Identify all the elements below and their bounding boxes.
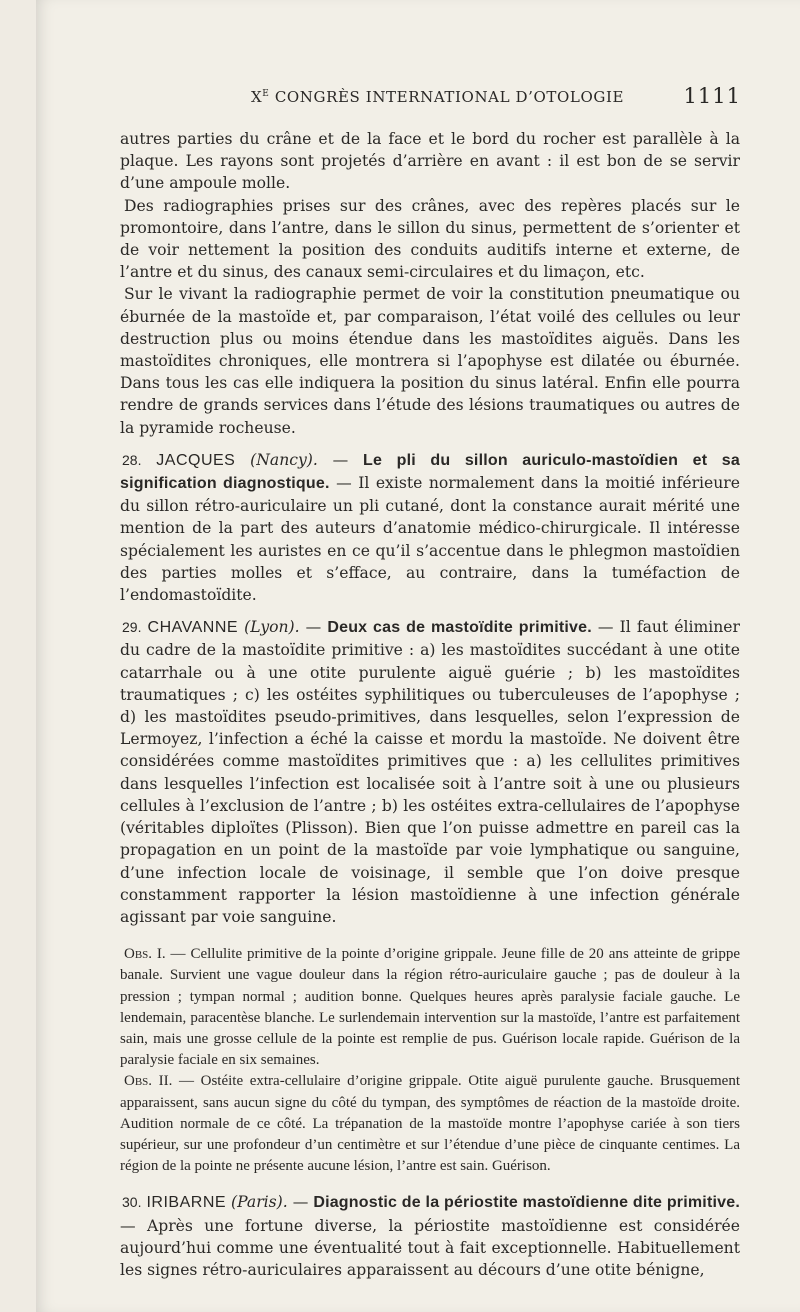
- observation-1-label: Obs. I.: [124, 946, 166, 963]
- entry-29-city: (Lyon).: [244, 618, 300, 637]
- entry-28-body: — Il existe normalement dans la moitié inférieure du sillon rétro-auriculaire un pli cutané, dont la constance aurait mérité une mention de la part des auteurs d’anatomie médico-chirurgicale. Il intéresse spécialement les auristes en ce qu’il s’accentue dans le phlegmon mastoïdien des parties molles et s’efface, au contraire, dans la tuméfaction de l’endomastoïdite.: [120, 474, 740, 605]
- entry-28-title: Le pli du sillon auriculo-mastoïdien et sa signification diagnostique.: [120, 451, 740, 493]
- entry-28-city: (Nancy).: [250, 450, 318, 469]
- intro-paragraph-2: Des radiographies prises sur des crânes, avec des repères placés sur le promontoire, dans l’antre, dans le sillon du sinus, permettent de s’orienter et de voir nettement la position des conduits auditifs interne et externe, de l’antre et du sinus, des canaux semi-circulaires et du limaçon, etc.: [120, 196, 740, 282]
- entry-28-dash: —: [317, 450, 364, 469]
- observation-2-text: — Ostéite extra-cellulaire d’origine grippale. Otite aiguë purulente gauche. Brusquement apparaissent, sans aucun signe du côté du tympan, des symptômes de réaction de la mastoïde droite. Audition normale de ce côté. La trépanation de la mastoïde montre l’apophyse cariée à son tiers supérieur, sur une profondeur d’un centimètre et sur l’étendue d’une pièce de cinquante centimes. La région de la pointe ne présente aucune lésion, l’antre est sain. Guérison.: [120, 1073, 741, 1175]
- entry-28-number: 28.: [122, 451, 142, 468]
- header-title-roman: X: [251, 88, 263, 106]
- entry-30-city: (Paris).: [231, 1193, 288, 1212]
- running-header: [251, 84, 741, 108]
- page-number: 1111: [683, 84, 741, 108]
- entry-29-body: — Il faut éliminer du cadre de la mastoïdite primitive : a) les mastoïdites succédant à une otite catarrhale ou à une otite purulente aiguë guérie ; b) les mastoïdites traumatiques ; c) les ostéites syphilitiques ou tuberculeuses de l’apophyse ; d) les mastoïdites pseudo-primitives, dans lesquelles, selon l’expression de Lermoyez, l’infection a éché la caisse et mordu la mastoïde. Ne doivent être considérées comme mastoïdites primitives que : a) les cellulites primitives dans lesquelles l’infection est localisée soit à l’antre soit à une ou plusieurs cellules à l’exclusion de l’antre ; b) les ostéites extra-cellulaires de l’apophyse (véritables diploïtes (Plisson). Bien que l’on puisse admettre en pareil cas la propagation en un point de la mastoïde par voie lymphatique ou sanguine, d’une infection locale de voisinage, il semble que l’on doive presque constamment rapporter la lésion mastoïdienne à une infection générale agissant par voie sanguine.: [120, 618, 740, 926]
- entry-30-author: IRIBARNE: [146, 1194, 227, 1212]
- entry-28: [120, 449, 740, 606]
- entry-29-title: Deux cas de mastoïdite primitive.: [327, 619, 592, 637]
- observation-1-text: — Cellulite primitive de la pointe d’origine grippale. Jeune fille de 20 ans atteinte de grippe banale. Survient une vague douleur dans la région rétro-auriculaire gauche ; pas de douleur à la pression ; tympan normal ; audition bonne. Quelques heures après paralysie faciale gauche. Le lendemain, paracentèse blanche. Le surlendemain intervention sur la mastoïde, l’antre est parfaitement sain, mais une grosse cellule de la pointe est remplie de pus. Guérison locale rapide. Guérison de la paralysie faciale en six semaines.: [120, 946, 740, 1069]
- header-title: [251, 88, 624, 106]
- observation-2-label: Obs. II.: [124, 1073, 173, 1090]
- entry-29-number: 29.: [122, 619, 142, 636]
- entry-29: [120, 616, 740, 928]
- entry-28-author: JACQUES: [156, 451, 236, 469]
- entry-29-dash: —: [299, 618, 328, 637]
- body-text: [120, 128, 740, 1281]
- observation-1: [120, 944, 740, 1071]
- intro-paragraph-3: Sur le vivant la radiographie permet de voir la constitution pneumatique ou éburnée de la mastoïde et, par comparaison, l’état voilé des cellules ou leur destruction plus ou moins étendue dans les mastoïdites aiguës. Dans les mastoïdites chroniques, elle montrera si l’apophyse est dilatée ou éburnée. Dans tous les cas elle indiquera la position du sinus latéral. Enfin elle pourra rendre de grands services dans l’étude des lésions traumatiques ou autres de la pyramide rocheuse.: [120, 285, 740, 437]
- observation-2: [120, 1071, 740, 1177]
- entry-30: [120, 1191, 740, 1281]
- header-title-rest: CONGRÈS INTERNATIONAL D’OTOLOGIE: [269, 88, 625, 106]
- observations: [120, 944, 740, 1177]
- book-page: [36, 0, 800, 1312]
- header-title-sup: E: [262, 89, 270, 99]
- entry-30-dash: —: [287, 1193, 314, 1212]
- entry-29-author: CHAVANNE: [147, 619, 239, 637]
- entry-30-body: — Après une fortune diverse, la périostite mastoïdienne est considérée aujourd’hui comme une éventualité tout à fait exceptionnelle. Habituellement les signes rétro-auriculaires apparaissent au décours d’une otite bénigne,: [120, 1216, 740, 1279]
- entry-30-number: 30.: [122, 1194, 142, 1211]
- intro-paragraph-1: autres parties du crâne et de la face et le bord du rocher est parallèle à la plaque. Les rayons sont projetés d’arrière en avant : il est bon de se servir d’une ampoule molle.: [120, 130, 740, 193]
- entry-30-title: Diagnostic de la périostite mastoïdienne dite primitive.: [313, 1194, 740, 1212]
